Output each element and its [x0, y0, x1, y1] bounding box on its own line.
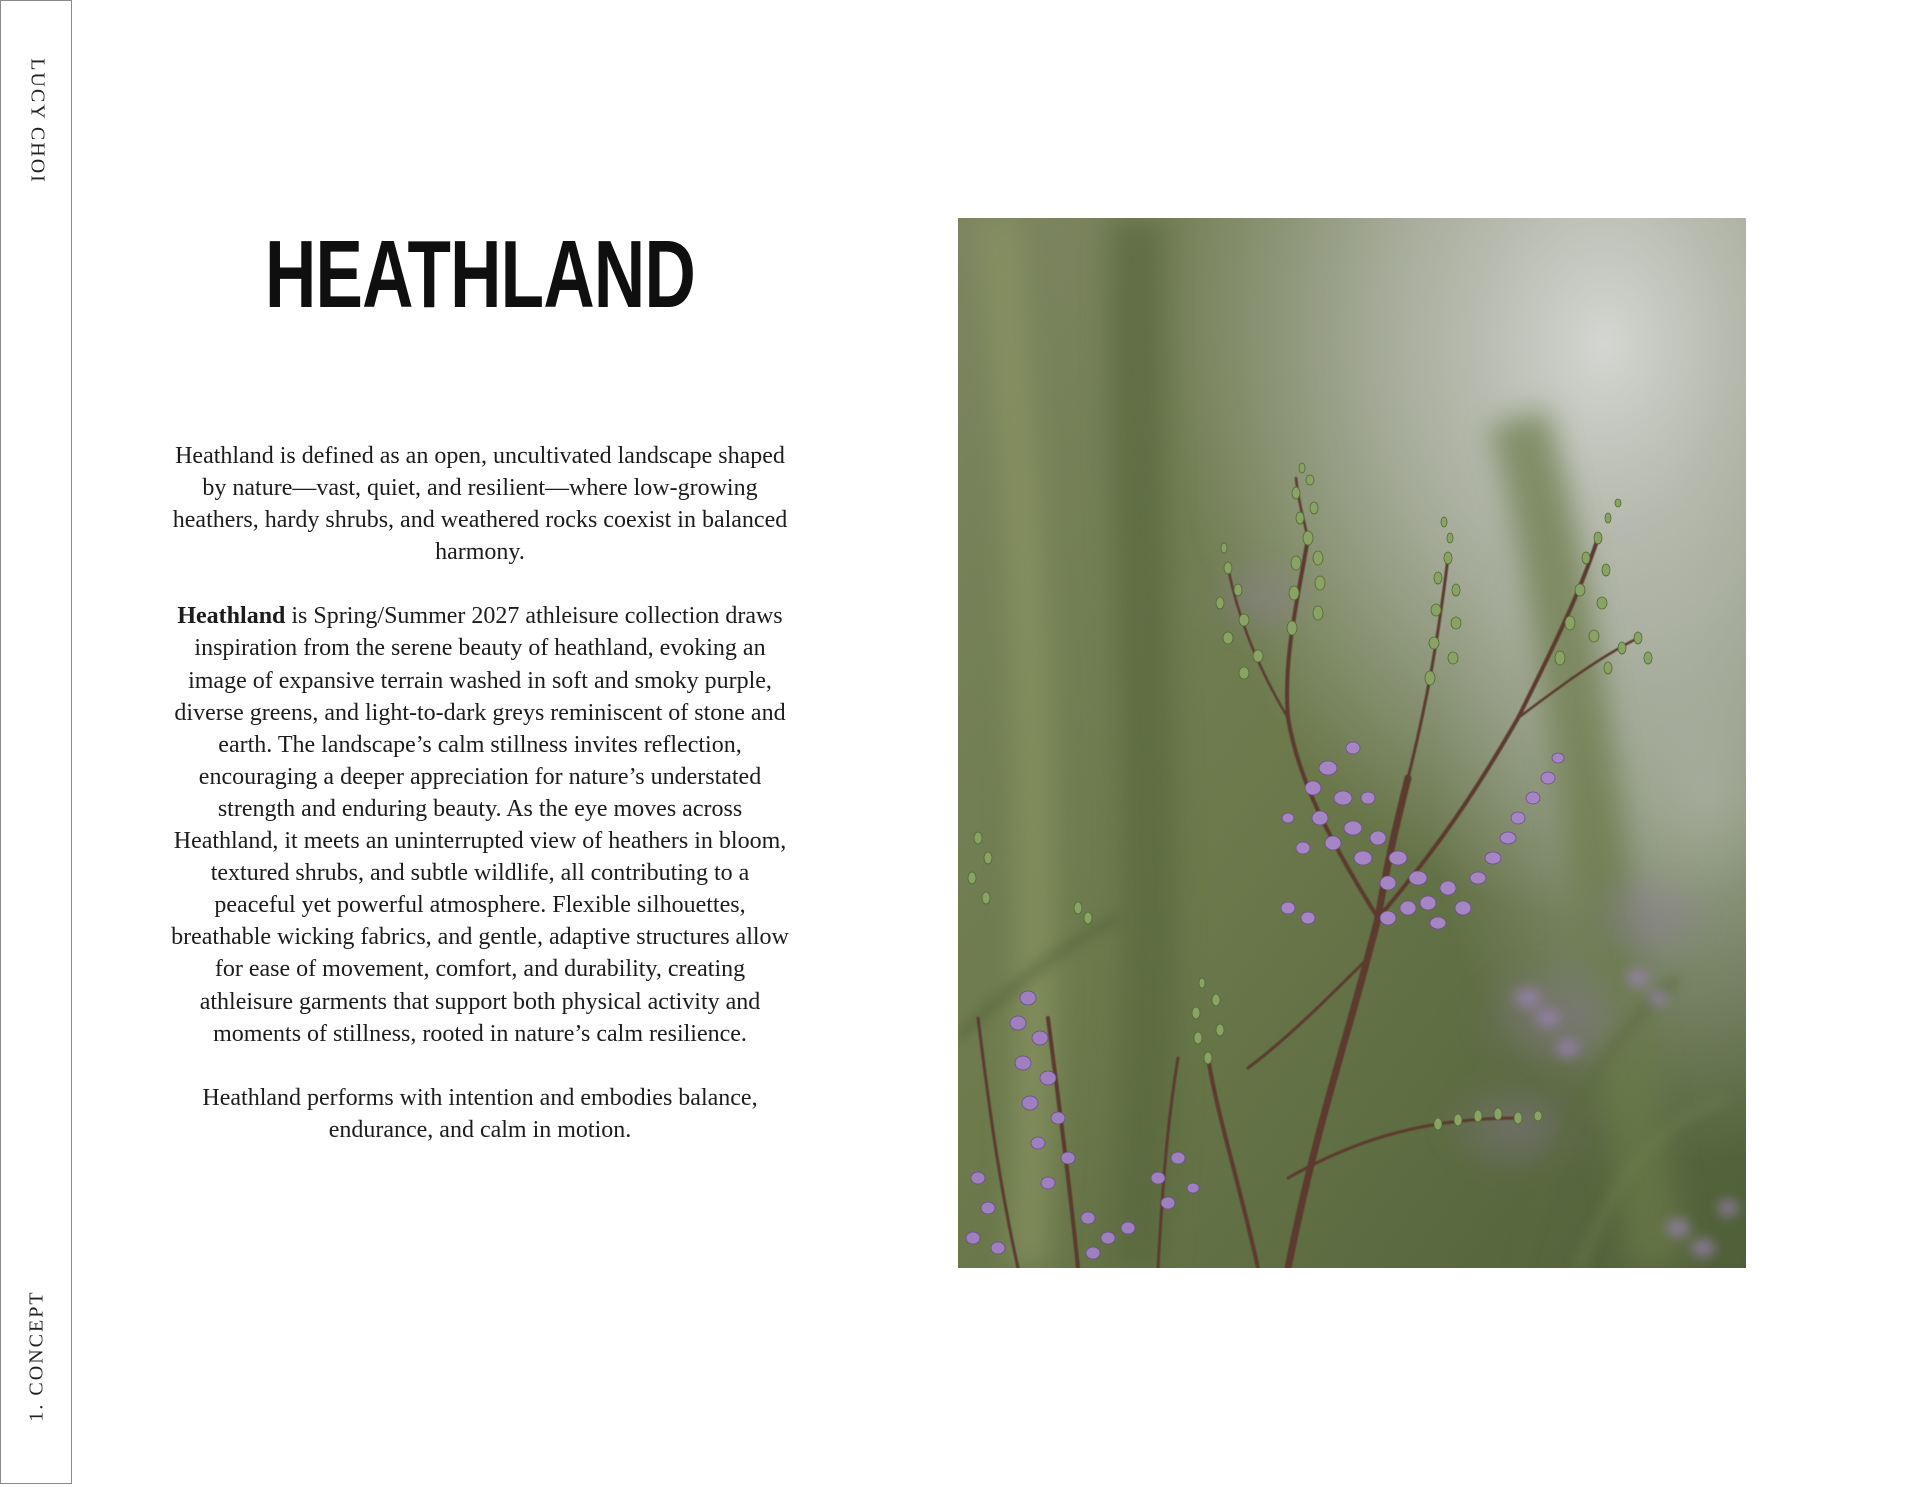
section-label: 1. CONCEPT: [25, 1290, 48, 1422]
closing-paragraph: Heathland performs with intention and embodies balance, endurance, and calm in motion.: [202, 1084, 758, 1143]
side-rail: [0, 0, 72, 1484]
concept-text: [168, 440, 792, 1178]
intro-paragraph: Heathland is defined as an open, uncultivated landscape shaped by nature—vast, quiet, and resilient—where low-growing heathers, hardy shrubs, and weathered rocks coexist in balanced harmony.: [172, 443, 788, 566]
collection-name: Heathland: [177, 603, 286, 630]
author-name: LUCY CHOI: [26, 58, 49, 184]
heather-photo: [958, 218, 1746, 1268]
collection-paragraph: [168, 600, 792, 1049]
page-title: HEATHLAND: [264, 221, 696, 328]
heather-flower-photo-icon: [958, 218, 1746, 1268]
collection-description: is Spring/Summer 2027 athleisure collection draws inspiration from the serene beauty of heathland, evoking an image of expansive terrain washed in soft and smoky purple, diverse greens, and light-to-dark greys reminiscent of stone and earth. The landscape’s calm stillness invites reflection, encouraging a deeper appreciation for nature’s understated strength and enduring beauty. As the eye moves across Heathland, it meets an uninterrupted view of heathers in bloom, textured shrubs, and subtle wildlife, all contributing to a peaceful yet powerful atmosphere. Flexible silhouettes, breathable wicking fabrics, and gentle, adaptive structures allow for ease of movement, comfort, and durability, creating athleisure garments that support both physical activity and moments of stillness, rooted in nature’s calm resilience.: [171, 603, 789, 1047]
